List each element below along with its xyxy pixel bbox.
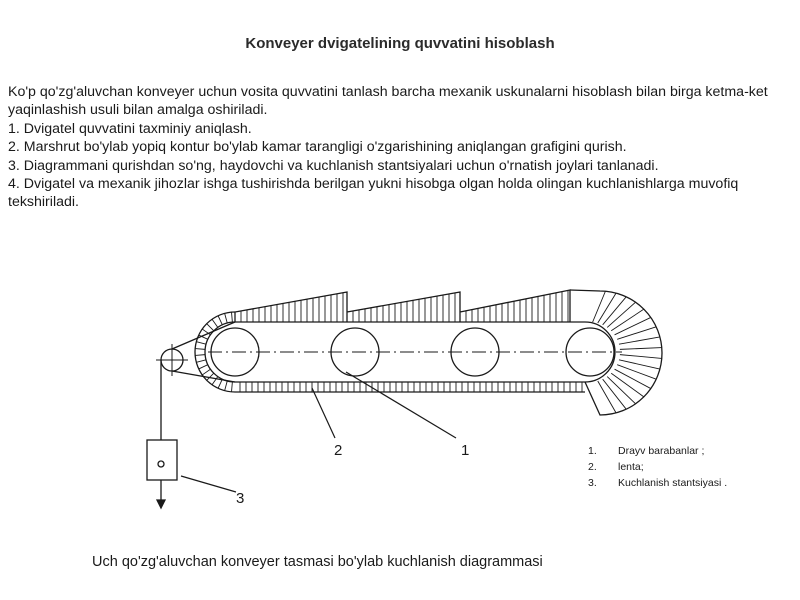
legend-text-2: lenta; — [618, 461, 644, 473]
tension-hatch-line — [218, 316, 222, 325]
tension-hatch-line — [620, 348, 662, 350]
step-2: 2. Marshrut bo'ylab yopiq kontur bo'ylab kamar tarangligi o'zgarishining aniqlangan grafigini qurish. — [8, 139, 627, 156]
leader-belt — [312, 388, 335, 438]
tension-hatch-line — [196, 360, 206, 363]
tension-hatch-line — [196, 342, 206, 345]
tension-hatch-line — [232, 382, 233, 392]
tension-hatch-line — [619, 337, 660, 344]
step-1: 1. Dvigatel quvvatini taxminiy aniqlash. — [8, 120, 252, 137]
legend-num-1: 1. — [588, 445, 597, 457]
tension-hatch-line — [212, 319, 218, 327]
tension-hatch-line — [620, 355, 662, 359]
tension-hatch-line — [617, 327, 656, 340]
legend-text-1: Drayv barabanlar ; — [618, 445, 705, 457]
tension-hatch-line — [199, 365, 208, 369]
callout-1: 1 — [461, 442, 470, 459]
tension-hatch-line — [232, 312, 233, 322]
tension-hatch-line — [598, 293, 616, 323]
legend — [588, 445, 727, 489]
tension-hatch-line — [207, 324, 214, 331]
tension-hatch-line — [195, 355, 205, 356]
tension-rope — [172, 322, 235, 382]
callout-2: 2 — [334, 442, 343, 459]
tension-weight-box — [147, 440, 177, 480]
tension-hatch-line — [615, 369, 651, 388]
tension-hatch-line — [593, 291, 606, 322]
tension-diagram-upper — [235, 290, 570, 322]
callout-3: 3 — [236, 490, 245, 507]
step-3: 3. Diagrammani qurishdan so'ng, haydovchi va kuchlanish stantsiyalari uchun o'rnatish joylari tanlanadi. — [8, 157, 659, 174]
tension-weight-pin — [158, 461, 164, 467]
leader-tension-station — [181, 476, 236, 492]
tension-weight-arrow — [157, 480, 165, 508]
legend-num-2: 2. — [588, 461, 597, 473]
tension-hatch-line — [225, 381, 228, 391]
tension-hatch-line — [598, 381, 616, 413]
intro-paragraph: Ko'p qo'zg'aluvchan konveyer uchun vosita quvvatini tanlash barcha mexanik uskunalarni hisoblash bilan birga ketma-ket yaqinlashish usuli bilan amalga oshiriladi. — [8, 84, 768, 119]
tension-hatch-line — [218, 379, 222, 388]
diagram-caption: Uch qo'zg'aluvchan konveyer tasmasi bo'ylab kuchlanish diagrammasi — [92, 554, 543, 570]
legend-text-3: Kuchlanish stantsiyasi . — [618, 477, 728, 489]
tension-hatch-line — [225, 313, 228, 323]
legend-num-3: 3. — [588, 477, 597, 489]
tension-hatch-line — [202, 369, 210, 375]
page-title: Konveyer dvigatelining quvvatini hisoblash — [245, 35, 555, 52]
tension-hatch-line — [615, 317, 651, 334]
tension-diagram-lower — [240, 382, 582, 392]
tension-hatch-line — [195, 349, 205, 350]
step-4: 4. Dvigatel va mexanik jihozlar ishga tushirishda berilgan yukni hisobga olgan holda olingan kuchlanishlarga muvofiq tekshiriladi. — [8, 176, 739, 211]
